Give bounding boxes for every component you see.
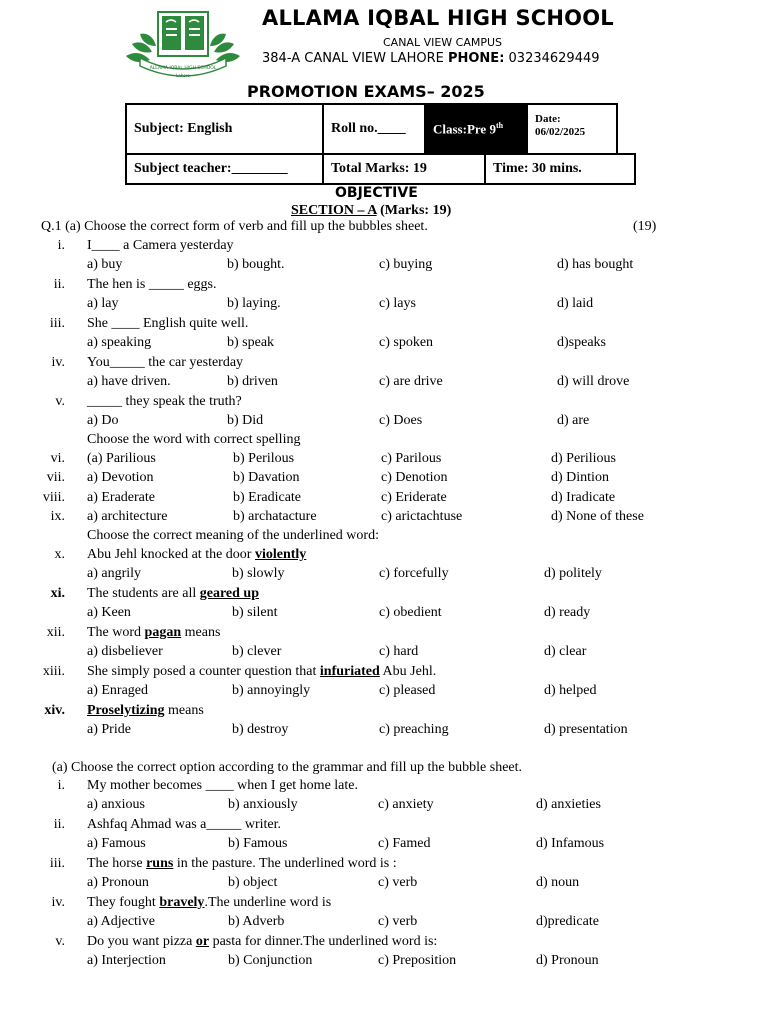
option-a: a) Keen xyxy=(87,605,131,620)
option-c: c) obedient xyxy=(379,605,442,620)
option-b: b) Famous xyxy=(228,836,288,851)
subject-teacher: Subject teacher:________ xyxy=(134,161,288,176)
option-a: a) have driven. xyxy=(87,374,171,389)
question-number: i. xyxy=(57,238,65,253)
option-d: d) Dintion xyxy=(551,470,609,486)
option-b: b) slowly xyxy=(232,566,285,581)
question-number: xii. xyxy=(46,625,65,640)
option-c: c) Denotion xyxy=(381,470,448,486)
roll-no: Roll no.____ xyxy=(331,121,406,136)
option-c: c) Famed xyxy=(378,836,431,851)
school-logo xyxy=(122,6,244,80)
option-a: a) Interjection xyxy=(87,953,166,968)
underlined-word: or xyxy=(195,934,210,949)
date-label: Date: xyxy=(535,113,561,125)
option-c: c) verb xyxy=(378,875,418,890)
option-d: d) politely xyxy=(544,566,602,581)
option-b: b) Perilous xyxy=(233,451,295,466)
question-number: iii. xyxy=(49,316,65,331)
option-b: b) laying. xyxy=(227,296,281,311)
phone-number: 03234629449 xyxy=(508,51,600,66)
question-number: i. xyxy=(57,778,65,793)
question-number: xiii. xyxy=(42,664,65,679)
total-marks-cell xyxy=(322,153,486,185)
question-number: xi. xyxy=(50,586,65,601)
spelling-heading: Choose the word with correct spelling xyxy=(87,432,301,447)
question-text xyxy=(87,817,281,833)
question-text-part: She ____ English quite well. xyxy=(87,316,249,331)
question-text xyxy=(87,316,248,332)
question-text xyxy=(87,355,243,371)
option-b: b) Davation xyxy=(233,470,300,486)
option-d: d) Pronoun xyxy=(536,953,599,968)
question-text-part: Ashfaq Ahmad was a_____ writer. xyxy=(87,817,282,832)
option-a: a) speaking xyxy=(87,335,152,350)
option-d: d) are xyxy=(557,413,590,428)
question-number: viii. xyxy=(42,489,65,505)
option-a: a) buy xyxy=(87,257,123,272)
question-number: iii. xyxy=(49,856,65,871)
option-d: d) Perilious xyxy=(551,451,616,466)
question-text-part: She simply posed a counter question that xyxy=(87,664,320,679)
option-c: c) Preposition xyxy=(378,953,457,968)
underlined-word: bravely xyxy=(159,895,205,910)
option-a: (a) Parilious xyxy=(87,451,156,466)
campus-name: CANAL VIEW CAMPUS xyxy=(383,36,503,49)
option-b: b) object xyxy=(228,875,278,890)
address: 384-A CANAL VIEW LAHORE xyxy=(262,51,444,66)
exam-title: PROMOTION EXAMS– 2025 xyxy=(247,82,485,101)
underlined-word: violently xyxy=(254,547,307,562)
option-c: c) spoken xyxy=(379,335,434,350)
option-b: b) silent xyxy=(232,605,278,620)
question-number: xiv. xyxy=(44,703,65,718)
q1-prompt: Q.1 (a) Choose the correct form of verb and fill up the bubbles sheet. xyxy=(41,219,428,234)
option-b: b) clever xyxy=(232,644,282,659)
option-a: a) Pride xyxy=(87,722,131,737)
question-text-part: Abu Jehl. xyxy=(379,664,437,679)
option-c: c) Parilous xyxy=(381,451,442,466)
underlined-word: infuriated xyxy=(319,664,380,679)
question-text xyxy=(87,238,234,254)
question-text-part: The hen is _____ eggs. xyxy=(87,277,217,292)
option-a: a) angrily xyxy=(87,566,142,581)
option-c: c) Eriderate xyxy=(381,489,447,505)
question-number: x. xyxy=(54,547,65,562)
part-b-heading: (a) Choose the correct option according to the grammar and fill up the bubble sheet. xyxy=(52,760,523,775)
option-d: d) None of these xyxy=(551,508,644,524)
class-label: Class:Pre 9th xyxy=(433,120,504,137)
teacher-cell xyxy=(125,153,324,185)
total-marks: Total Marks: 19 xyxy=(331,161,427,176)
question-text-part: pasta for dinner.The underlined word is: xyxy=(209,934,438,949)
date-value: 06/02/2025 xyxy=(535,126,586,138)
date-cell xyxy=(526,103,618,155)
question-number: ii. xyxy=(53,277,65,292)
option-d: d) helped xyxy=(544,683,597,698)
option-d: d) laid xyxy=(557,296,594,311)
question-text-part: I____ a Camera yesterday xyxy=(87,238,234,253)
question-text-part: _____ they speak the truth? xyxy=(87,394,242,409)
option-a: a) Pronoun xyxy=(87,875,149,890)
option-b: b) driven xyxy=(227,374,278,389)
underlined-word: runs xyxy=(146,856,174,871)
option-c: c) Does xyxy=(379,413,423,428)
option-a: a) Adjective xyxy=(87,914,156,929)
question-text xyxy=(87,586,259,602)
option-c: c) arictachtuse xyxy=(381,508,463,524)
question-number: iv. xyxy=(51,895,65,910)
option-d: d) presentation xyxy=(544,722,628,737)
question-text-part: Do you want pizza xyxy=(87,934,196,949)
option-c: c) are drive xyxy=(379,374,443,389)
option-d: d) noun xyxy=(536,875,580,890)
section-heading: SECTION – A (Marks: 19) xyxy=(291,203,452,218)
option-c: c) buying xyxy=(379,257,433,272)
question-number: vii. xyxy=(46,470,65,486)
option-b: b) Eradicate xyxy=(233,489,302,505)
question-text-part: The horse xyxy=(87,856,147,871)
option-a: a) Do xyxy=(87,413,119,428)
question-text xyxy=(87,277,216,293)
question-text xyxy=(87,625,220,641)
option-d: d)speaks xyxy=(557,335,606,350)
subject: Subject: English xyxy=(134,121,233,136)
option-a: a) Eraderate xyxy=(87,489,155,505)
question-text-part: You_____ the car yesterday xyxy=(87,355,244,370)
option-b: b) annoyingly xyxy=(232,683,311,698)
time-cell xyxy=(484,153,636,185)
question-text xyxy=(87,547,306,563)
address-line xyxy=(262,51,600,66)
question-text-part: My mother becomes ____ when I get home late. xyxy=(87,778,358,793)
time-allowed: Time: 30 mins. xyxy=(493,161,582,176)
option-a: a) anxious xyxy=(87,797,145,812)
option-c: c) verb xyxy=(378,914,418,929)
option-a: a) architecture xyxy=(87,508,168,524)
question-text-part: The word xyxy=(87,625,145,640)
option-d: d) ready xyxy=(544,605,591,620)
roll-no-cell xyxy=(322,103,426,155)
school-name: ALLAMA IQBAL HIGH SCHOOL xyxy=(262,6,614,30)
option-c: c) lays xyxy=(379,296,416,311)
option-b: b) Adverb xyxy=(228,914,285,929)
question-text xyxy=(87,856,397,872)
q1-marks: (19) xyxy=(633,219,657,234)
question-text-part: The students are all xyxy=(87,586,200,601)
meaning-heading: Choose the correct meaning of the underlined word: xyxy=(87,528,379,543)
question-number: ii. xyxy=(53,817,65,832)
question-text-part: means xyxy=(164,703,204,718)
svg-text:ALLAMA IQBAL HIGH SCHOOL: ALLAMA IQBAL HIGH SCHOOL xyxy=(149,66,217,71)
option-a: a) Devotion xyxy=(87,470,154,486)
objective-heading: OBJECTIVE xyxy=(335,185,418,201)
phone-label: PHONE: xyxy=(447,51,505,66)
question-text xyxy=(87,895,331,911)
option-c: c) forcefully xyxy=(379,566,449,581)
option-b: b) Did xyxy=(227,413,264,428)
option-c: c) pleased xyxy=(379,683,436,698)
option-a: a) Enraged xyxy=(87,683,149,698)
question-number: iv. xyxy=(51,355,65,370)
question-text xyxy=(87,664,436,680)
question-text xyxy=(87,934,437,950)
svg-text:Lahore: Lahore xyxy=(176,73,190,78)
option-d: d) anxieties xyxy=(536,797,601,812)
option-b: b) speak xyxy=(227,335,275,350)
question-text xyxy=(87,394,242,410)
option-a: a) lay xyxy=(87,296,119,311)
option-b: b) anxiously xyxy=(228,797,298,812)
option-c: c) hard xyxy=(379,644,419,659)
option-b: b) bought. xyxy=(227,257,285,272)
option-d: d)predicate xyxy=(536,914,599,929)
option-c: c) anxiety xyxy=(378,797,434,812)
question-number: vi. xyxy=(50,451,65,466)
question-number: ix. xyxy=(50,508,65,524)
question-text xyxy=(87,703,204,719)
option-a: a) disbeliever xyxy=(87,644,163,659)
option-c: c) preaching xyxy=(379,722,449,737)
option-d: d) has bought xyxy=(557,257,634,272)
question-number: v. xyxy=(55,934,65,949)
question-text-part: Abu Jehl knocked at the door xyxy=(87,547,255,562)
underlined-word: Proselytizing xyxy=(87,703,165,718)
option-b: b) Conjunction xyxy=(228,953,313,968)
question-text xyxy=(87,778,358,794)
question-text-part: They fought xyxy=(87,895,160,910)
question-text-part: .The underline word is xyxy=(204,895,332,910)
option-d: d) clear xyxy=(544,644,587,659)
option-d: d) Iradicate xyxy=(551,489,616,505)
option-d: d) Infamous xyxy=(536,836,605,851)
option-b: b) archatacture xyxy=(233,508,317,524)
subject-cell xyxy=(125,103,324,155)
question-text-part: means xyxy=(181,625,221,640)
option-b: b) destroy xyxy=(232,722,289,737)
question-text-part: in the pasture. The underlined word is : xyxy=(173,856,397,871)
underlined-word: pagan xyxy=(144,625,182,640)
question-number: v. xyxy=(55,394,65,409)
option-a: a) Famous xyxy=(87,836,146,851)
option-d: d) will drove xyxy=(557,374,630,389)
class-cell xyxy=(424,103,528,155)
underlined-word: geared up xyxy=(199,586,259,601)
